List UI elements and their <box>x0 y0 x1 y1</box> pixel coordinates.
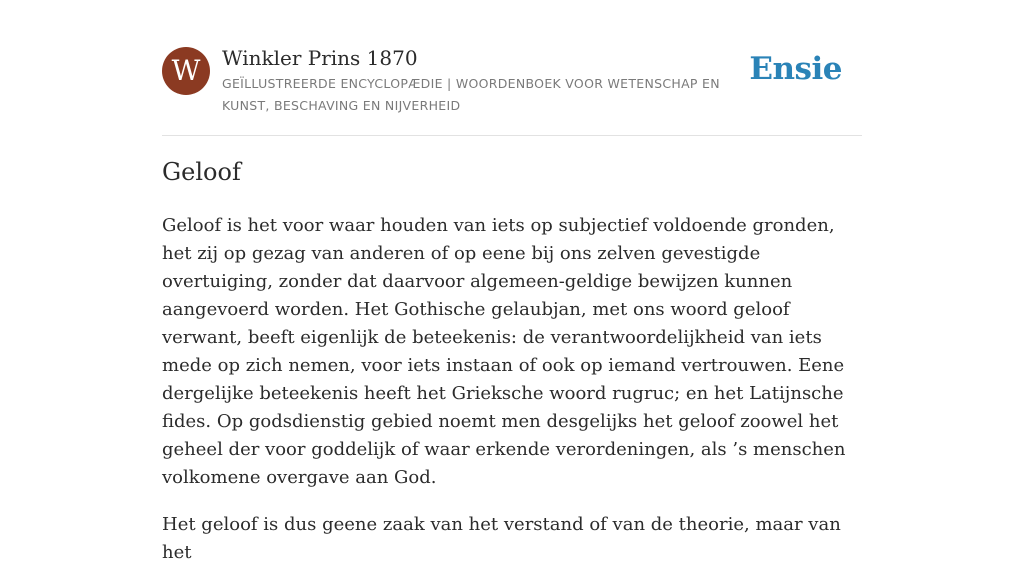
article-body <box>162 212 862 586</box>
article-paragraph: Het geloof is dus geene zaak van het verstand of van de theorie, maar van het <box>162 514 841 563</box>
article-title: Geloof <box>162 158 241 186</box>
article-paragraph: Geloof is het voor waar houden van iets op subjectief voldoende gronden, het zij op gezag van anderen of op eene bij ons zelven gevestigde overtuiging, zonder dat daarvoor algemeen-geldige bewijzen kunnen aangevoerd worden. Het Gothische gelaubjan, met ons woord geloof verwant, beeft eigenlijk de beteekenis: de verantwoordelijkheid van iets mede op zich nemen, voor iets instaan of ook op iemand vertrouwen. Eene dergelijke beteekenis heeft het Grieksche woord rugruc; en het Latijnsche fides. Op godsdienstig gebied noemt men desgelijks het geloof zoowel het geheel der voor goddelijk of waar erkende verordeningen, als ’s menschen volkomene overgave aan God. <box>162 215 846 488</box>
ensie-logo[interactable]: Ensie <box>749 51 842 87</box>
header-divider <box>162 135 862 136</box>
source-subtitle: GEÏLLUSTREERDE ENCYCLOPÆDIE | WOORDENBOEK VOOR WETENSCHAP EN KUNST, BESCHAVING EN NIJVERHEID <box>222 76 720 113</box>
source-header <box>162 46 862 136</box>
source-avatar[interactable]: W <box>162 47 210 95</box>
source-title[interactable]: Winkler Prins 1870 <box>222 46 418 70</box>
